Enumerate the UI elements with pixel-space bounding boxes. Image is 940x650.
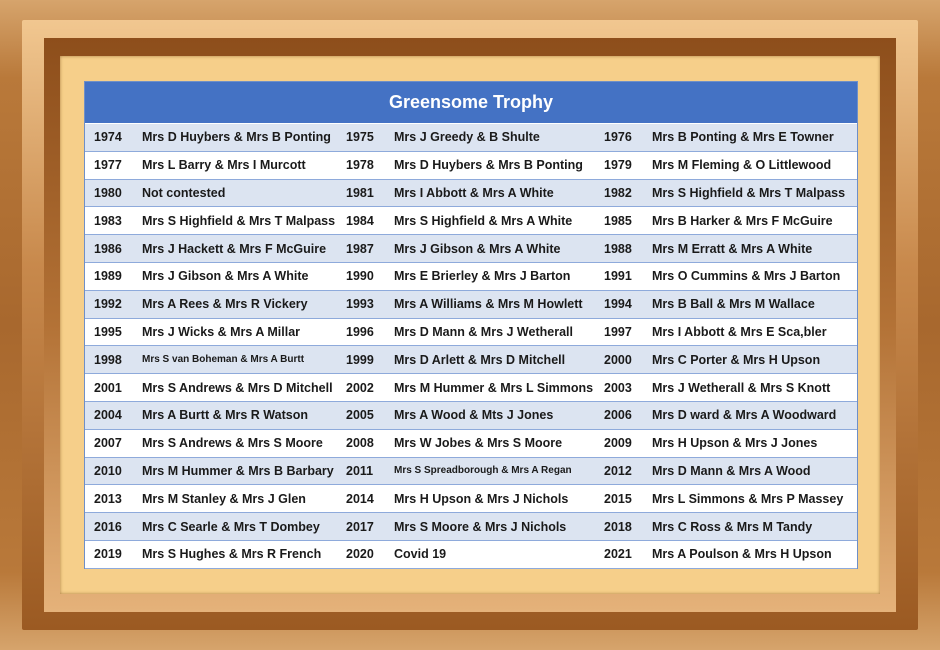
table-row xyxy=(85,180,857,208)
year-cell: 2006 xyxy=(604,408,632,423)
table-row xyxy=(85,541,857,569)
winners-cell: Mrs J Gibson & Mrs A White xyxy=(142,269,309,284)
year-cell: 1995 xyxy=(94,324,122,339)
winners-cell: Mrs D Huybers & Mrs B Ponting xyxy=(142,130,331,145)
winners-cell: Mrs J Wetherall & Mrs S Knott xyxy=(652,380,831,395)
year-cell: 2001 xyxy=(94,380,122,395)
winners-cell: Mrs B Harker & Mrs F McGuire xyxy=(652,213,833,228)
winners-cell: Mrs L Barry & Mrs I Murcott xyxy=(142,158,306,173)
year-cell: 1991 xyxy=(604,269,632,284)
year-cell: 2021 xyxy=(604,547,632,562)
winners-cell: Mrs L Simmons & Mrs P Massey xyxy=(652,491,844,506)
winners-cell: Mrs O Cummins & Mrs J Barton xyxy=(652,269,841,284)
table-row xyxy=(85,430,857,458)
year-cell: 1978 xyxy=(346,158,374,173)
winners-cell: Mrs A Poulson & Mrs H Upson xyxy=(652,547,832,562)
year-cell: 1981 xyxy=(346,185,374,200)
year-cell: 1975 xyxy=(346,130,374,145)
year-cell: 2003 xyxy=(604,380,632,395)
table-row xyxy=(85,152,857,180)
year-cell: 2002 xyxy=(346,380,374,395)
year-cell: 1987 xyxy=(346,241,374,256)
winners-cell: Mrs D Mann & Mrs J Wetherall xyxy=(394,324,573,339)
winners-cell: Covid 19 xyxy=(394,547,447,562)
winners-cell: Mrs D Huybers & Mrs B Ponting xyxy=(394,158,583,173)
year-cell: 2018 xyxy=(604,519,632,534)
honours-board xyxy=(84,81,858,569)
winners-cell: Mrs A Rees & Mrs R Vickery xyxy=(142,297,308,312)
winners-cell: Mrs H Upson & Mrs J Nichols xyxy=(394,491,569,506)
winners-cell: Mrs M Erratt & Mrs A White xyxy=(652,241,813,256)
winners-cell: Mrs C Ross & Mrs M Tandy xyxy=(652,519,813,534)
year-cell: 2017 xyxy=(346,519,374,534)
winners-cell: Mrs B Ball & Mrs M Wallace xyxy=(652,297,815,312)
winners-cell: Mrs S van Boheman & Mrs A Burtt xyxy=(142,354,305,366)
winners-cell: Mrs J Wicks & Mrs A Millar xyxy=(142,324,301,339)
year-cell: 1985 xyxy=(604,213,632,228)
winners-cell: Mrs B Ponting & Mrs E Towner xyxy=(652,130,834,145)
winners-cell: Mrs S Highfield & Mrs A White xyxy=(394,213,573,228)
year-cell: 2005 xyxy=(346,408,374,423)
year-cell: 1984 xyxy=(346,213,374,228)
winners-cell: Mrs M Hummer & Mrs B Barbary xyxy=(142,463,334,478)
table-row xyxy=(85,124,857,152)
winners-cell: Not contested xyxy=(142,185,226,200)
winners-cell: Mrs S Highfield & Mrs T Malpass xyxy=(652,185,846,200)
year-cell: 1974 xyxy=(94,130,122,145)
year-cell: 1993 xyxy=(346,297,374,312)
winners-cell: Mrs D Mann & Mrs A Wood xyxy=(652,463,811,478)
winners-cell: Mrs D ward & Mrs A Woodward xyxy=(652,408,837,423)
winners-cell: Mrs M Hummer & Mrs L Simmons xyxy=(394,380,594,395)
year-cell: 1983 xyxy=(94,213,122,228)
table-row xyxy=(85,374,857,402)
winners-table xyxy=(85,124,857,569)
winners-cell: Mrs S Andrews & Mrs S Moore xyxy=(142,436,323,451)
year-cell: 2013 xyxy=(94,491,122,506)
winners-cell: Mrs W Jobes & Mrs S Moore xyxy=(394,436,563,451)
year-cell: 2012 xyxy=(604,463,632,478)
year-cell: 1980 xyxy=(94,185,122,200)
year-cell: 2011 xyxy=(346,463,374,478)
winners-cell: Mrs E Brierley & Mrs J Barton xyxy=(394,269,571,284)
table-row xyxy=(85,207,857,235)
winners-cell: Mrs S Spreadborough & Mrs A Regan xyxy=(394,465,572,477)
year-cell: 2019 xyxy=(94,547,122,562)
winners-cell: Mrs A Burtt & Mrs R Watson xyxy=(142,408,308,423)
year-cell: 1992 xyxy=(94,297,122,312)
table-row xyxy=(85,235,857,263)
winners-cell: Mrs S Highfield & Mrs T Malpass xyxy=(142,213,336,228)
winners-cell: Mrs A Wood & Mts J Jones xyxy=(394,408,554,423)
winners-cell: Mrs M Stanley & Mrs J Glen xyxy=(142,491,306,506)
year-cell: 1998 xyxy=(94,352,122,367)
year-cell: 2010 xyxy=(94,463,122,478)
table-row xyxy=(85,513,857,541)
board-title: Greensome Trophy xyxy=(85,82,857,124)
winners-cell: Mrs S Andrews & Mrs D Mitchell xyxy=(142,380,333,395)
table-row xyxy=(85,346,857,374)
year-cell: 1982 xyxy=(604,185,632,200)
year-cell: 2020 xyxy=(346,547,374,562)
year-cell: 1988 xyxy=(604,241,632,256)
year-cell: 2014 xyxy=(346,491,374,506)
year-cell: 1999 xyxy=(346,352,374,367)
year-cell: 1986 xyxy=(94,241,122,256)
winners-cell: Mrs S Moore & Mrs J Nichols xyxy=(394,519,567,534)
winners-cell: Mrs I Abbott & Mrs A White xyxy=(394,185,554,200)
winners-cell: Mrs M Fleming & O Littlewood xyxy=(652,158,832,173)
table-row xyxy=(85,291,857,319)
table-row xyxy=(85,485,857,513)
year-cell: 2007 xyxy=(94,436,122,451)
winners-cell: Mrs J Hackett & Mrs F McGuire xyxy=(142,241,327,256)
year-cell: 2016 xyxy=(94,519,122,534)
table-row xyxy=(85,402,857,430)
table-row xyxy=(85,458,857,486)
year-cell: 2008 xyxy=(346,436,374,451)
year-cell: 1994 xyxy=(604,297,632,312)
year-cell: 1990 xyxy=(346,269,374,284)
year-cell: 1997 xyxy=(604,324,632,339)
winners-cell: Mrs J Greedy & B Shulte xyxy=(394,130,540,145)
year-cell: 1977 xyxy=(94,158,122,173)
table-row xyxy=(85,319,857,347)
winners-cell: Mrs D Arlett & Mrs D Mitchell xyxy=(394,352,566,367)
year-cell: 1979 xyxy=(604,158,632,173)
winners-cell: Mrs J Gibson & Mrs A White xyxy=(394,241,561,256)
year-cell: 2000 xyxy=(604,352,632,367)
winners-cell: Mrs A Williams & Mrs M Howlett xyxy=(394,297,583,312)
year-cell: 1989 xyxy=(94,269,122,284)
winners-cell: Mrs C Porter & Mrs H Upson xyxy=(652,352,821,367)
winners-cell: Mrs I Abbott & Mrs E Sca,bler xyxy=(652,324,827,339)
year-cell: 2009 xyxy=(604,436,632,451)
year-cell: 2015 xyxy=(604,491,632,506)
year-cell: 1976 xyxy=(604,130,632,145)
winners-cell: Mrs H Upson & Mrs J Jones xyxy=(652,436,818,451)
winners-cell: Mrs S Hughes & Mrs R French xyxy=(142,547,322,562)
year-cell: 1996 xyxy=(346,324,374,339)
table-row xyxy=(85,263,857,291)
winners-cell: Mrs C Searle & Mrs T Dombey xyxy=(142,519,320,534)
year-cell: 2004 xyxy=(94,408,122,423)
